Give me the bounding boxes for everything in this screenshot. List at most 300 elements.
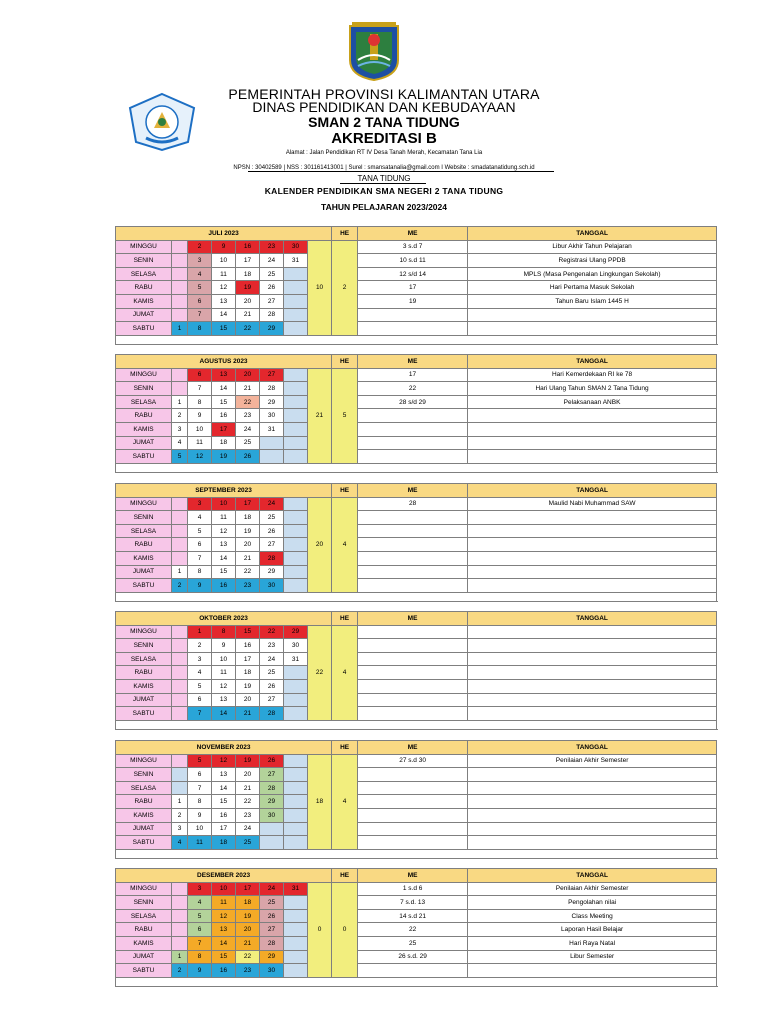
week-row [116,240,717,254]
calendar-title: KALENDER PENDIDIKAN SMA NEGERI 2 TANA TIDUNG [264,186,504,196]
date-cell: 3 [172,422,188,436]
week-row [116,836,717,850]
day-label: RABU [116,409,172,423]
date-cell: 15 [236,625,260,639]
date-cell: 14 [212,551,236,565]
day-label: SABTU [116,322,172,336]
date-cell [172,382,188,396]
date-cell: 30 [260,409,284,423]
spacer-row [116,463,717,472]
event-date [358,565,468,579]
day-label: RABU [116,281,172,295]
date-cell: 3 [188,652,212,666]
date-cell: 11 [212,896,236,910]
tanggal-header: TANGGAL [468,227,717,241]
date-cell: 9 [212,639,236,653]
event-description [468,707,717,721]
event-date: 3 s.d 7 [358,240,468,254]
month-name: DESEMBER 2023 [116,869,332,883]
event-description [468,822,717,836]
month-table [115,611,717,730]
date-cell [284,808,308,822]
event-date [358,768,468,782]
month-table [115,483,717,602]
date-cell: 18 [212,836,236,850]
he-header: HE [332,612,358,626]
date-cell [172,754,188,768]
date-cell [284,795,308,809]
date-cell: 31 [284,882,308,896]
date-cell: 17 [212,822,236,836]
date-cell: 8 [188,565,212,579]
event-date: 17 [358,368,468,382]
date-cell: 28 [260,781,284,795]
week-row [116,666,717,680]
he-header: HE [332,484,358,498]
date-cell [284,322,308,336]
event-description: Hari Kemerdekaan RI ke 78 [468,368,717,382]
date-cell [172,267,188,281]
date-cell: 6 [188,768,212,782]
date-cell: 12 [212,754,236,768]
day-label: SELASA [116,909,172,923]
event-date [358,551,468,565]
week-row [116,679,717,693]
day-label: KAMIS [116,294,172,308]
day-label: MINGGU [116,754,172,768]
week-row [116,707,717,721]
event-date: 14 s.d 21 [358,909,468,923]
week-row [116,322,717,336]
day-label: KAMIS [116,808,172,822]
day-label: SELASA [116,781,172,795]
date-cell: 30 [260,579,284,593]
month-name: AGUSTUS 2023 [116,355,332,369]
week-row [116,950,717,964]
event-description: MPLS (Masa Pengenalan Lingkungan Sekolah) [468,267,717,281]
day-label: SELASA [116,524,172,538]
date-cell: 17 [236,497,260,511]
department-name: DINAS PENDIDIKAN DAN KEBUDAYAAN [252,99,516,115]
week-row [116,964,717,978]
week-row [116,409,717,423]
date-cell: 7 [188,781,212,795]
event-description [468,666,717,680]
date-cell: 1 [172,950,188,964]
date-cell: 27 [260,538,284,552]
date-cell: 27 [260,768,284,782]
date-cell: 17 [212,422,236,436]
date-cell: 11 [188,836,212,850]
date-cell: 13 [212,538,236,552]
date-cell: 31 [284,254,308,268]
date-cell [172,936,188,950]
date-cell: 7 [188,936,212,950]
divider [248,171,554,172]
date-cell [284,836,308,850]
he-value: 21 [308,368,332,463]
week-row [116,652,717,666]
date-cell: 12 [212,281,236,295]
day-label: MINGGU [116,368,172,382]
date-cell [172,524,188,538]
date-cell [284,511,308,525]
date-cell [172,538,188,552]
date-cell: 13 [212,368,236,382]
event-date [358,639,468,653]
week-row [116,896,717,910]
month-table [115,740,717,859]
date-cell: 12 [212,909,236,923]
date-cell [284,450,308,464]
week-row [116,436,717,450]
event-date [358,679,468,693]
date-cell: 24 [236,422,260,436]
date-cell: 8 [188,322,212,336]
event-date: 19 [358,294,468,308]
event-date [358,625,468,639]
date-cell: 17 [236,882,260,896]
date-cell [284,395,308,409]
event-date [358,538,468,552]
date-cell: 30 [260,964,284,978]
event-date: 7 s.d. 13 [358,896,468,910]
date-cell: 1 [188,625,212,639]
date-cell [284,950,308,964]
event-date: 22 [358,382,468,396]
date-cell: 7 [188,551,212,565]
date-cell: 18 [236,267,260,281]
date-cell: 19 [236,524,260,538]
date-cell: 23 [260,639,284,653]
date-cell: 13 [212,294,236,308]
school-address: Alamat : Jalan Pendidikan RT IV Desa Tanah Merah, Kecamatan Tana Lia [285,150,483,156]
date-cell: 4 [188,511,212,525]
date-cell: 26 [260,281,284,295]
date-cell: 20 [236,294,260,308]
date-cell: 28 [260,308,284,322]
date-cell [284,909,308,923]
date-cell: 8 [188,950,212,964]
date-cell: 21 [236,551,260,565]
date-cell: 1 [172,395,188,409]
date-cell: 12 [212,524,236,538]
week-row [116,267,717,281]
date-cell: 24 [236,822,260,836]
date-cell: 16 [212,808,236,822]
date-cell: 10 [212,497,236,511]
day-label: RABU [116,538,172,552]
day-label: SABTU [116,836,172,850]
week-row [116,497,717,511]
date-cell: 27 [260,693,284,707]
date-cell: 11 [188,436,212,450]
week-row [116,450,717,464]
event-description [468,679,717,693]
date-cell: 19 [236,679,260,693]
date-cell: 30 [284,639,308,653]
event-date [358,808,468,822]
date-cell: 19 [236,909,260,923]
academic-year: TAHUN PELAJARAN 2023/2024 [321,202,447,212]
date-cell: 22 [260,625,284,639]
spacer-row [116,720,717,729]
date-cell [284,267,308,281]
date-cell: 6 [188,368,212,382]
event-date [358,822,468,836]
date-cell: 9 [188,409,212,423]
month-table [115,354,717,473]
date-cell: 18 [212,436,236,450]
event-description [468,436,717,450]
date-cell: 25 [260,267,284,281]
week-row [116,795,717,809]
event-description: Hari Raya Natal [468,936,717,950]
day-label: MINGGU [116,625,172,639]
divider [340,183,426,184]
day-label: MINGGU [116,882,172,896]
date-cell: 9 [212,240,236,254]
event-date [358,308,468,322]
event-date [358,666,468,680]
date-cell: 15 [212,565,236,579]
date-cell [284,281,308,295]
date-cell: 8 [188,395,212,409]
he-value: 20 [308,497,332,592]
me-header: ME [358,227,468,241]
date-cell: 9 [188,808,212,822]
event-description [468,808,717,822]
week-row [116,422,717,436]
day-label: RABU [116,666,172,680]
date-cell: 20 [236,368,260,382]
date-cell [172,639,188,653]
date-cell: 11 [212,511,236,525]
date-cell [284,308,308,322]
week-row [116,909,717,923]
date-cell: 2 [172,579,188,593]
day-label: RABU [116,923,172,937]
date-cell [284,382,308,396]
tanggal-header: TANGGAL [468,741,717,755]
date-cell: 12 [188,450,212,464]
event-date: 1 s.d 6 [358,882,468,896]
date-cell: 5 [188,909,212,923]
he-value: 18 [308,754,332,849]
date-cell: 10 [188,422,212,436]
event-date: 17 [358,281,468,295]
month-table [115,868,717,987]
he-value: 22 [308,625,332,720]
date-cell [172,666,188,680]
month-name: NOVEMBER 2023 [116,741,332,755]
date-cell: 22 [236,395,260,409]
week-row [116,524,717,538]
event-date [358,450,468,464]
week-row [116,625,717,639]
event-description [468,409,717,423]
week-row [116,754,717,768]
date-cell: 23 [260,240,284,254]
me-value: 4 [332,497,358,592]
accreditation: AKREDITASI B [331,130,437,147]
date-cell [284,538,308,552]
date-cell: 23 [236,409,260,423]
date-cell: 25 [260,666,284,680]
event-description: Hari Pertama Masuk Sekolah [468,281,717,295]
date-cell: 25 [260,511,284,525]
date-cell [284,936,308,950]
date-cell: 18 [236,511,260,525]
date-cell: 17 [236,254,260,268]
date-cell: 13 [212,768,236,782]
date-cell [284,822,308,836]
date-cell: 9 [188,964,212,978]
event-description: Penilaian Akhir Semester [468,754,717,768]
date-cell: 4 [188,666,212,680]
week-row [116,822,717,836]
date-cell [172,240,188,254]
day-label: SENIN [116,254,172,268]
date-cell: 3 [188,497,212,511]
date-cell: 20 [236,693,260,707]
date-cell [172,909,188,923]
event-description: Laporan Hasil Belajar [468,923,717,937]
date-cell: 10 [212,882,236,896]
day-label: SELASA [116,652,172,666]
date-cell: 11 [212,666,236,680]
date-cell: 26 [260,754,284,768]
he-value: 0 [308,882,332,977]
date-cell [172,679,188,693]
day-label: KAMIS [116,679,172,693]
event-date [358,579,468,593]
day-label: SENIN [116,768,172,782]
date-cell: 26 [260,909,284,923]
date-cell: 18 [236,896,260,910]
date-cell: 11 [212,267,236,281]
me-value: 5 [332,368,358,463]
place-name: TANA TIDUNG [357,174,411,183]
letterhead [0,0,768,215]
event-description [468,768,717,782]
date-cell: 4 [188,267,212,281]
spacer-row [116,849,717,858]
event-date [358,693,468,707]
event-description: Libur Semester [468,950,717,964]
date-cell [284,707,308,721]
date-cell: 1 [172,322,188,336]
date-cell: 14 [212,707,236,721]
week-row [116,511,717,525]
day-label: RABU [116,795,172,809]
week-row [116,281,717,295]
day-label: KAMIS [116,422,172,436]
date-cell [284,781,308,795]
date-cell: 10 [212,652,236,666]
day-label: SENIN [116,382,172,396]
date-cell [284,422,308,436]
day-label: SABTU [116,964,172,978]
week-row [116,923,717,937]
date-cell [172,768,188,782]
date-cell: 5 [188,754,212,768]
he-value: 10 [308,240,332,335]
day-label: MINGGU [116,497,172,511]
date-cell [284,436,308,450]
event-description [468,795,717,809]
date-cell: 8 [212,625,236,639]
date-cell: 20 [236,538,260,552]
date-cell: 26 [260,679,284,693]
day-label: KAMIS [116,936,172,950]
date-cell [172,882,188,896]
event-description: Pengolahan nilai [468,896,717,910]
date-cell: 30 [260,808,284,822]
date-cell: 1 [172,565,188,579]
date-cell: 13 [212,693,236,707]
date-cell: 15 [212,322,236,336]
event-date: 12 s/d 14 [358,267,468,281]
day-label: SELASA [116,395,172,409]
date-cell: 14 [212,936,236,950]
date-cell: 29 [260,950,284,964]
date-cell: 21 [236,707,260,721]
date-cell: 6 [188,923,212,937]
event-date: 28 [358,497,468,511]
me-header: ME [358,869,468,883]
date-cell: 28 [260,936,284,950]
date-cell: 26 [236,450,260,464]
date-cell: 29 [260,795,284,809]
day-label: SABTU [116,450,172,464]
date-cell [260,436,284,450]
date-cell: 17 [236,652,260,666]
event-date [358,436,468,450]
date-cell: 5 [188,679,212,693]
date-cell: 21 [236,308,260,322]
event-date [358,322,468,336]
event-date: 27 s.d 30 [358,754,468,768]
event-date: 10 s.d 11 [358,254,468,268]
date-cell: 3 [172,822,188,836]
me-header: ME [358,355,468,369]
date-cell: 31 [284,652,308,666]
date-cell [172,781,188,795]
date-cell: 20 [236,768,260,782]
date-cell: 2 [172,964,188,978]
event-date [358,836,468,850]
date-cell: 12 [212,679,236,693]
event-date: 26 s.d. 29 [358,950,468,964]
date-cell: 14 [212,308,236,322]
date-cell: 28 [260,382,284,396]
date-cell: 30 [284,240,308,254]
week-row [116,882,717,896]
date-cell: 28 [260,551,284,565]
date-cell: 4 [188,896,212,910]
date-cell [172,497,188,511]
date-cell [284,693,308,707]
event-date: 25 [358,936,468,950]
day-label: JUMAT [116,822,172,836]
day-label: SENIN [116,896,172,910]
week-row [116,308,717,322]
event-description: Maulid Nabi Muhammad SAW [468,497,717,511]
event-date [358,409,468,423]
date-cell [284,666,308,680]
event-description [468,565,717,579]
